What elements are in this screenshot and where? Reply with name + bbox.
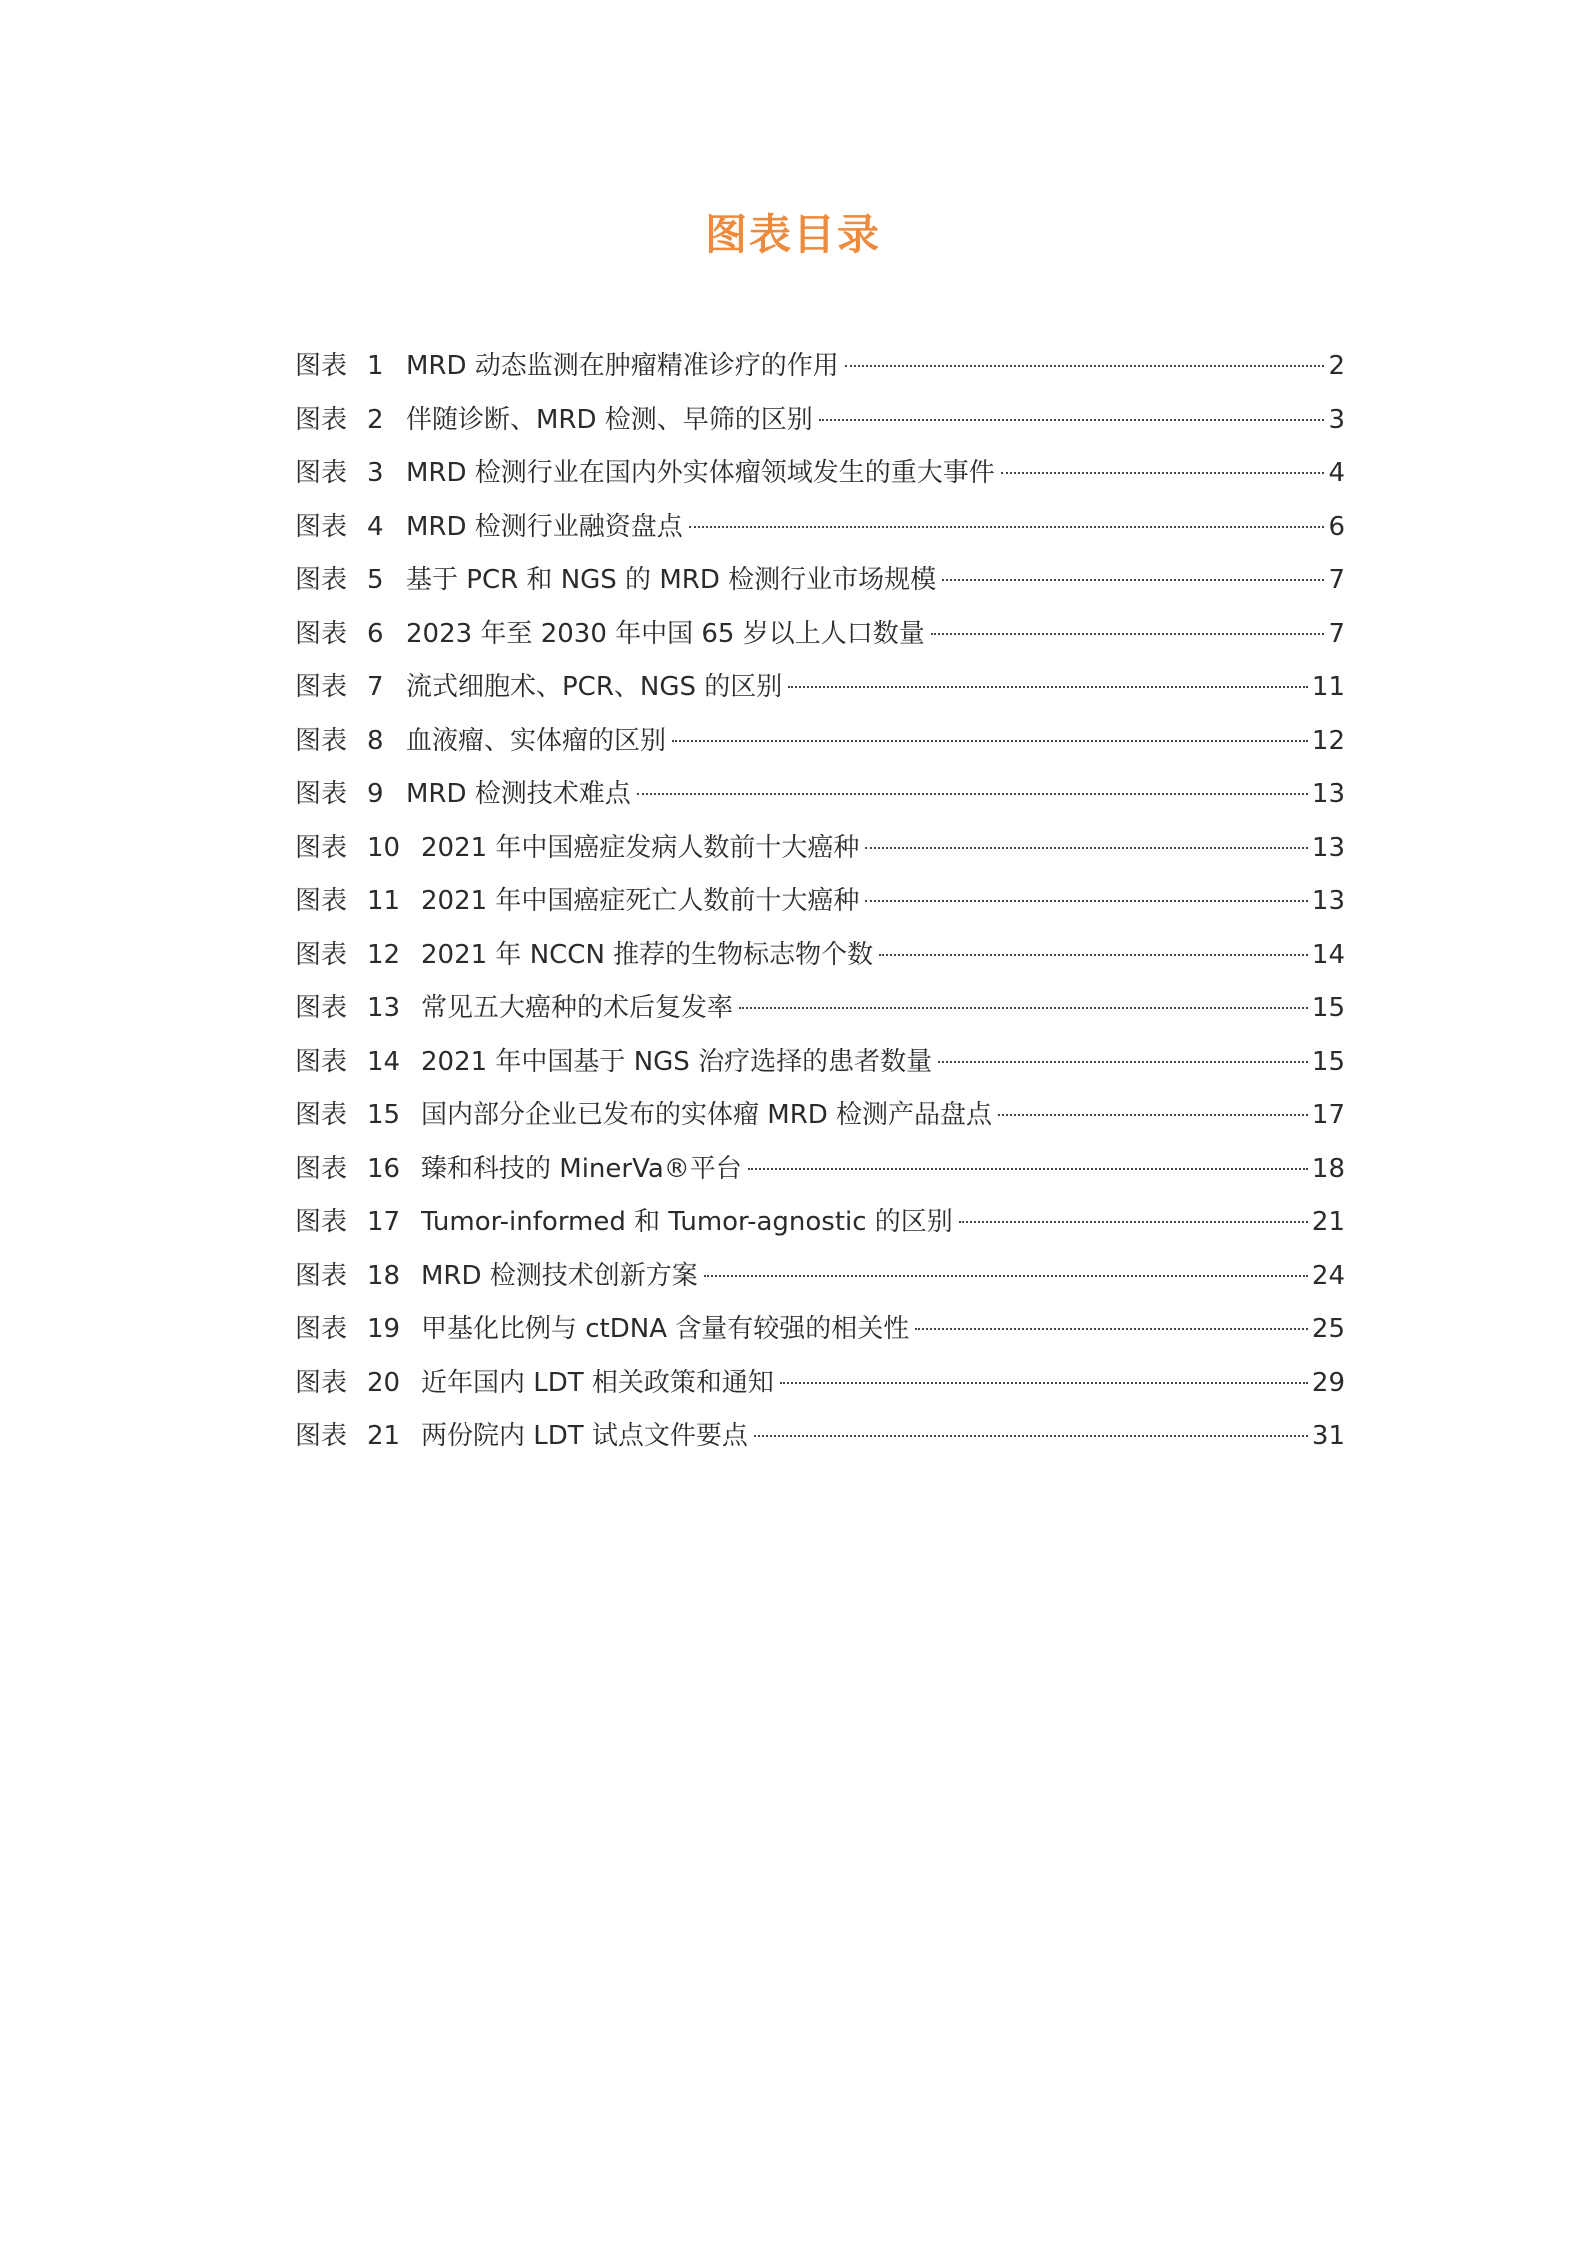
entry-prefix: [295, 1143, 421, 1197]
entry-number: 12: [367, 939, 401, 970]
toc-entry[interactable]: [295, 447, 1345, 501]
entry-label: 图表: [295, 1100, 348, 1130]
entry-prefix: [295, 1303, 421, 1357]
dot-leader: [754, 1435, 1308, 1437]
entry-number: 1: [367, 351, 384, 381]
entry-page-number: 11: [1311, 672, 1345, 702]
dot-leader: [998, 1114, 1308, 1116]
entry-number: 3: [367, 458, 384, 488]
entry-title: MRD 检测技术难点: [406, 779, 631, 809]
entry-title: 2021 年 NCCN 推荐的生物标志物个数: [421, 939, 874, 970]
entry-number: 8: [367, 725, 384, 756]
entry-number: 16: [367, 1153, 401, 1184]
entry-number: 21: [367, 1421, 401, 1451]
entry-number: 17: [367, 1207, 401, 1237]
entry-page-number: 21: [1311, 1207, 1345, 1237]
entry-number: 4: [367, 511, 384, 542]
entry-page-number: 4: [1328, 458, 1345, 488]
entry-page-number: 13: [1311, 886, 1345, 916]
entry-number: 15: [367, 1100, 401, 1130]
dot-leader: [788, 686, 1308, 688]
dot-leader: [739, 1007, 1308, 1009]
entry-prefix: [295, 1357, 421, 1411]
entry-number: 9: [367, 779, 384, 809]
dot-leader: [1001, 472, 1325, 474]
entry-label: 图表: [295, 725, 348, 756]
entry-title: 2021 年中国癌症发病人数前十大癌种: [421, 832, 860, 863]
toc-entry[interactable]: [295, 1410, 1345, 1464]
dot-leader: [865, 900, 1307, 902]
entry-label: 图表: [295, 458, 348, 488]
entry-page-number: 2: [1328, 351, 1345, 381]
entry-prefix: [295, 340, 406, 394]
entry-prefix: [295, 501, 406, 555]
entry-label: 图表: [295, 779, 348, 809]
entry-prefix: [295, 1089, 421, 1143]
toc-entry[interactable]: [295, 1143, 1345, 1197]
toc-entry[interactable]: [295, 1357, 1345, 1411]
page-title: 图表目录: [704, 210, 881, 259]
entry-title: 甲基化比例与 ctDNA 含量有较强的相关性: [421, 1314, 910, 1344]
entry-title: 近年国内 LDT 相关政策和通知: [421, 1367, 774, 1398]
dot-leader: [689, 526, 1325, 528]
entry-title: 2023 年至 2030 年中国 65 岁以上人口数量: [406, 618, 925, 649]
toc-entry[interactable]: [295, 715, 1345, 769]
toc-entry[interactable]: [295, 982, 1345, 1036]
entry-title: 2021 年中国基于 NGS 治疗选择的患者数量: [421, 1046, 933, 1077]
entry-prefix: [295, 715, 406, 769]
entry-number: 6: [367, 618, 384, 649]
entry-title: 基于 PCR 和 NGS 的 MRD 检测行业市场规模: [406, 565, 937, 595]
entry-prefix: [295, 929, 421, 983]
entry-page-number: 29: [1311, 1367, 1345, 1398]
entry-number: 14: [367, 1046, 401, 1077]
toc-entry[interactable]: [295, 554, 1345, 608]
dot-leader: [915, 1328, 1308, 1330]
toc-entry[interactable]: [295, 1250, 1345, 1304]
entry-number: 18: [367, 1260, 401, 1291]
dot-leader: [637, 793, 1308, 795]
table-of-figures: [295, 340, 1345, 1464]
entry-number: 11: [367, 886, 401, 916]
entry-prefix: [295, 554, 406, 608]
entry-page-number: 13: [1311, 779, 1345, 809]
toc-entry[interactable]: [295, 661, 1345, 715]
entry-number: 10: [367, 832, 401, 863]
entry-label: 图表: [295, 993, 348, 1023]
entry-page-number: 6: [1328, 511, 1345, 542]
entry-title: 流式细胞术、PCR、NGS 的区别: [406, 672, 783, 702]
dot-leader: [865, 847, 1307, 849]
entry-label: 图表: [295, 351, 348, 381]
entry-page-number: 7: [1328, 565, 1345, 595]
entry-title: 两份院内 LDT 试点文件要点: [421, 1421, 748, 1451]
entry-page-number: 3: [1328, 404, 1345, 435]
toc-entry[interactable]: [295, 1089, 1345, 1143]
entry-title: MRD 检测行业在国内外实体瘤领域发生的重大事件: [406, 458, 995, 488]
entry-prefix: [295, 661, 406, 715]
entry-prefix: [295, 768, 406, 822]
entry-number: 19: [367, 1314, 401, 1344]
entry-title: 血液瘤、实体瘤的区别: [406, 725, 667, 756]
toc-entry[interactable]: [295, 1036, 1345, 1090]
dot-leader: [845, 365, 1325, 367]
entry-label: 图表: [295, 1367, 348, 1398]
toc-entry[interactable]: [295, 1303, 1345, 1357]
entry-number: 13: [367, 993, 401, 1023]
dot-leader: [959, 1221, 1308, 1223]
entry-label: 图表: [295, 404, 348, 435]
entry-prefix: [295, 394, 406, 448]
entry-title: 2021 年中国癌症死亡人数前十大癌种: [421, 886, 860, 916]
entry-page-number: 18: [1311, 1153, 1345, 1184]
entry-prefix: [295, 1250, 421, 1304]
entry-number: 7: [367, 672, 384, 702]
toc-entry[interactable]: [295, 822, 1345, 876]
entry-prefix: [295, 875, 421, 929]
dot-leader: [819, 419, 1325, 421]
toc-entry[interactable]: [295, 875, 1345, 929]
entry-page-number: 17: [1311, 1100, 1345, 1130]
entry-title: MRD 检测行业融资盘点: [406, 511, 683, 542]
toc-entry[interactable]: [295, 1196, 1345, 1250]
entry-label: 图表: [295, 1421, 348, 1451]
entry-page-number: 15: [1311, 1046, 1345, 1077]
entry-label: 图表: [295, 565, 348, 595]
entry-label: 图表: [295, 1207, 348, 1237]
toc-entry[interactable]: [295, 929, 1345, 983]
toc-entry[interactable]: [295, 340, 1345, 394]
entry-label: 图表: [295, 672, 348, 702]
dot-leader: [942, 579, 1324, 581]
entry-page-number: 24: [1311, 1260, 1345, 1291]
entry-title: Tumor-informed 和 Tumor-agnostic 的区别: [421, 1207, 953, 1237]
toc-entry[interactable]: [295, 501, 1345, 555]
entry-label: 图表: [295, 1046, 348, 1077]
entry-page-number: 25: [1311, 1314, 1345, 1344]
entry-title: 伴随诊断、MRD 检测、早筛的区别: [406, 404, 813, 435]
entry-prefix: [295, 1036, 421, 1090]
dot-leader: [704, 1275, 1308, 1277]
toc-entry[interactable]: [295, 768, 1345, 822]
entry-page-number: 31: [1311, 1421, 1345, 1451]
entry-prefix: [295, 1196, 421, 1250]
entry-number: 2: [367, 404, 384, 435]
entry-label: 图表: [295, 832, 348, 863]
entry-page-number: 12: [1311, 725, 1345, 756]
entry-label: 图表: [295, 511, 348, 542]
entry-page-number: 14: [1311, 939, 1345, 970]
entry-page-number: 7: [1328, 618, 1345, 649]
entry-title: MRD 检测技术创新方案: [421, 1260, 698, 1291]
dot-leader: [879, 954, 1308, 956]
dot-leader: [938, 1061, 1308, 1063]
entry-page-number: 13: [1311, 832, 1345, 863]
dot-leader: [672, 740, 1308, 742]
entry-prefix: [295, 822, 421, 876]
dot-leader: [931, 633, 1325, 635]
entry-number: 5: [367, 565, 384, 595]
entry-title: MRD 动态监测在肿瘤精准诊疗的作用: [406, 351, 839, 381]
entry-label: 图表: [295, 618, 348, 649]
entry-prefix: [295, 447, 406, 501]
entry-label: 图表: [295, 886, 348, 916]
entry-page-number: 15: [1311, 993, 1345, 1023]
entry-label: 图表: [295, 1314, 348, 1344]
toc-entry[interactable]: [295, 608, 1345, 662]
entry-label: 图表: [295, 1260, 348, 1291]
dot-leader: [748, 1168, 1308, 1170]
dot-leader: [780, 1382, 1308, 1384]
entry-title: 常见五大癌种的术后复发率: [421, 993, 734, 1023]
entry-number: 20: [367, 1367, 401, 1398]
entry-label: 图表: [295, 939, 348, 970]
entry-label: 图表: [295, 1153, 348, 1184]
entry-title: 臻和科技的 MinerVa®平台: [421, 1153, 742, 1184]
toc-entry[interactable]: [295, 394, 1345, 448]
entry-prefix: [295, 608, 406, 662]
entry-title: 国内部分企业已发布的实体瘤 MRD 检测产品盘点: [421, 1100, 993, 1130]
entry-prefix: [295, 982, 421, 1036]
entry-prefix: [295, 1410, 421, 1464]
